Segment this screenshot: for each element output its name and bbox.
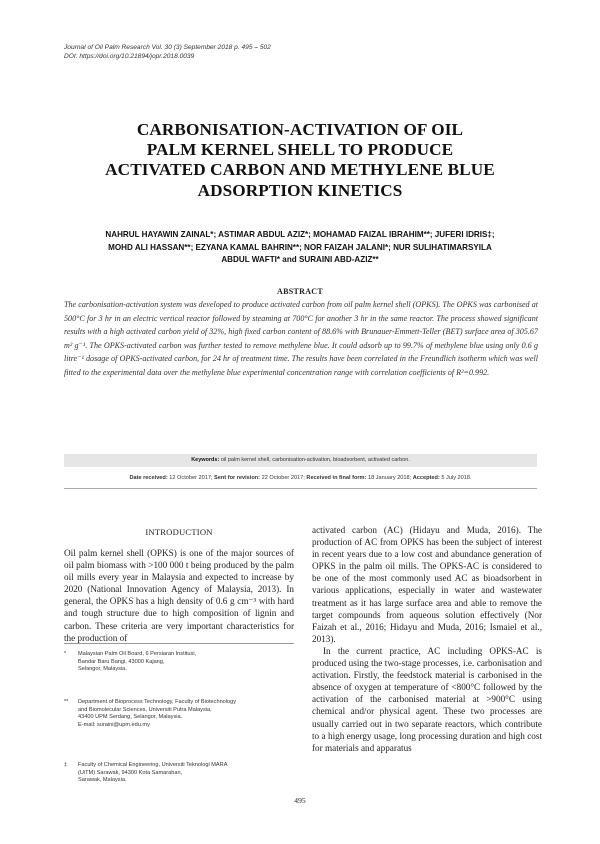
title-line: CARBONISATION-ACTIVATION OF OIL [136,120,464,139]
date-final-label: Received in final form: [306,475,367,481]
footnote-mark: ‡ [64,762,68,768]
intro-paragraph: activated carbon (AC) (Hidayu and Muda, 2016). The production of AC from OPKS has been the subject of interest in recent years due to a low cost and abundance generation of OPKS in the palm oil mills. The OPKS-AC is considered to be one of the most commonly used AC as bioadsorbent in various applications, especially in water and wastewater treatment as it has large surface area and able to remove the target compounds from aqueous solution effectively (Nor Faizah et al., 2016; Hidayu and Muda, 2016; Ismaiel et al., 2013). [312,525,542,644]
date-accepted-label: Accepted: [412,475,440,481]
title-line: ADSORPTION KINETICS [197,180,403,200]
footnote-line: Selangor, Malaysia. [78,666,127,673]
introduction-heading: INTRODUCTION [145,527,213,537]
journal-citation: Journal of Oil Palm Research Vol. 30 (3) September 2018 p. 495 – 502 [64,44,271,51]
footnote-affiliation-1 [64,651,294,691]
author-line: ABDUL WAFTI* and SURAINI ABD-AZIZ** [221,255,379,265]
keywords-box [64,454,537,467]
title-line: ACTIVATED CARBON AND METHYLENE BLUE [105,160,495,180]
footnote-line: and Biomolecular Sciences, Universiti Putra Malaysia, [78,706,212,713]
footnote-line: Bandar Baru Bangi, 43000 Kajang, [78,658,165,665]
date-final: 18 January 2018 [367,475,410,481]
doi-line: DOI: https://doi.org/10.21894/jopr.2018.0039 [64,53,195,60]
date-received: 12 October 2017 [169,475,211,481]
author-line: MOHD ALI HASSAN**; EZYANA KAMAL BAHRIN**; NOR FAIZAH JALANI*; NUR SULIHATIMARSYILA [108,242,492,252]
footnote-affiliation-3 [64,762,294,792]
paper-title [60,120,540,201]
date-received-label: Date received: [129,475,168,481]
left-column [64,547,294,644]
article-dates: Date received: 12 October 2017; Sent for revision: 22 October 2017; Received in final form: 18 January 2018; Accepted: 5 July 2018. [129,475,472,481]
title-line: PALM KERNEL SHELL TO PRODUCE [146,140,454,160]
footnote-line: (UiTM) Sarawak, 94300 Kota Samarahan, [78,769,183,776]
author-list [60,229,540,267]
intro-paragraph: In the current practice, AC including OPKS-AC is produced using the two-stage processes, i.e. carbonisation and activation. Firstly, the feedstock material is carbonised in the absence of oxygen at temperature of <800°C followed by the activation of the carbonised material at >900°C using chemical and/or physical agent. These two processes are usually carried out in two separate reactors, which contribute to a high energy usage, long processing duration and high cost for materials and apparatus [312,645,542,753]
footnote-line: Faculty of Chemical Engineering, Universiti Teknologi MARA [78,762,228,768]
footnote-line: Sarawak, Malaysia. [78,777,127,784]
footnote-divider [64,643,294,644]
journal-header [64,43,271,61]
abstract-text: The carbonisation-activation system was developed to produce activated carbon from oil palm kernel shell (OPKS). The OPKS was carbonised at 500°C for 3 hr in an electric vertical reactor followed by steaming at 700°C for another 3 hr in the same reactor. The process showed significant results with a high activated carbon yield of 32%, high fixed carbon content of 88.6% with Brunauer-Emmett-Teller (BET) surface area of 305.67 m² g⁻¹. The OPKS-activated carbon was further tested to remove methylene blue. It could adsorb up to 99.7% of methylene blue using only 0.6 g litre⁻¹ dosage of OPKS-activated carbon, for 24 hr of treatment time. The results have been correlated in the Freundlich isotherm which was well fitted to the experimental data over the methylene blue experimental concentration range with correlation coefficients of R²=0.992. [64,300,538,377]
footnote-line: Department of Bioprocess Technology, Faculty of Biotechnology [78,699,237,705]
footnote-affiliation-2 [64,699,294,754]
intro-paragraph: Oil palm kernel shell (OPKS) is one of the major sources of oil palm biomass with >100 000 t being produced by the palm oil mills every year in Malaysia and expected to increase by 2020 (National Innovation Agency of Malaysia, 2013). In general, the OPKS has a high density of 0.6 g cm⁻³ with hard and tough structure due to high composition of lignin and carbon. These criteria are very important characteristics for the production of [64,548,294,643]
author-line: NAHRUL HAYAWIN ZAINAL*; ASTIMAR ABDUL AZIZ*; MOHAMAD FAIZAL IBRAHIM**; JUFERI IDRIS‡; [105,230,495,239]
date-revision: 22 October 2017 [261,475,304,481]
footnote-mark: * [64,651,67,657]
footnote-mark: ** [64,699,69,705]
footnote-line: 43400 UPM Serdang, Selangor, Malaysia. [78,714,183,721]
keywords-text: oil palm kernel shell, carbonisation-activation, bioadsorbent, activated carbon. [220,457,410,463]
abstract-heading: ABSTRACT [277,287,323,296]
footnote-line: Malaysian Palm Oil Board, 6 Persiaran Institusi, [78,651,197,657]
page-number: 495 [294,796,306,805]
section-divider [64,488,537,489]
date-revision-label: Sent for revision: [214,475,261,481]
date-accepted: 5 July 2018. [441,475,472,481]
keywords-label: Keywords: [191,457,220,463]
right-column [312,524,542,754]
footnote-email[interactable]: E-mail: suraini@upm.edu.my [78,721,150,728]
